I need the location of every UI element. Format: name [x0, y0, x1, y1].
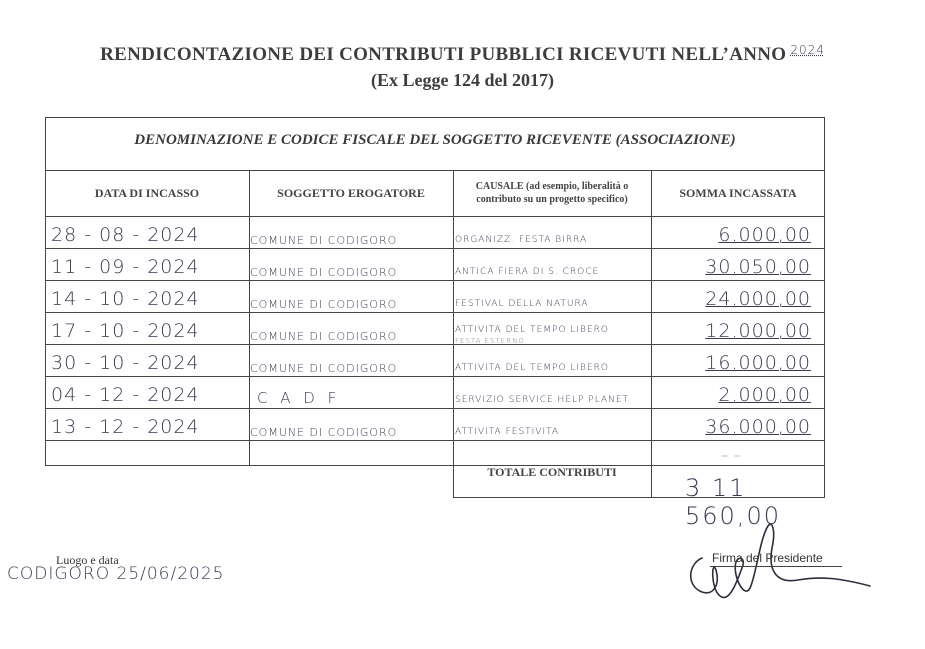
total-label: TOTALE CONTRIBUTI: [487, 465, 617, 479]
table-row-source: COMUNE DI CODIGORO: [250, 298, 398, 311]
signature-line: [710, 566, 842, 567]
contributions-table: [45, 117, 825, 530]
table-row-amount: 2.000,00: [718, 384, 811, 406]
empty-row-mark: = =: [721, 452, 742, 462]
table-row-source: C A D F: [257, 389, 341, 407]
table-row-cause: ATTIVITÀ DEL TEMPO LIBERO: [455, 325, 609, 335]
table-row-source: COMUNE DI CODIGORO: [250, 362, 398, 375]
table-row-cause: ORGANIZZ. FESTA BIRRA: [455, 235, 588, 245]
document-subtitle: (Ex Legge 124 del 2017): [371, 70, 554, 90]
table-row-cause: ATTIVITÀ DEL TEMPO LIBERO: [455, 363, 609, 373]
table-row-cause-note: FESTA ESTERNO: [455, 337, 525, 345]
table-row-amount: 30.050,00: [705, 256, 811, 278]
table-row-date: 14 - 10 - 2024: [51, 288, 200, 310]
table-row-date: 17 - 10 - 2024: [51, 320, 200, 342]
document-title: RENDICONTAZIONE DEI CONTRIBUTI PUBBLICI RICEVUTI NELL’ANNO $^{2024}$: [100, 43, 825, 65]
table-row-cause: ATTIVITÀ FESTIVITÀ: [455, 427, 560, 437]
table-row-amount: 6.000,00: [718, 224, 811, 246]
table-row-amount: 36.000,00: [705, 416, 811, 438]
year-value: 2024: [790, 43, 825, 57]
table-row-date: 30 - 10 - 2024: [51, 352, 200, 374]
table-row-source: COMUNE DI CODIGORO: [250, 234, 398, 247]
table-row-date: 04 - 12 - 2024: [51, 384, 200, 406]
column-header-date: DATA DI INCASSO: [94, 185, 200, 200]
table-row-amount: 16.000,00: [705, 352, 811, 374]
table-row-cause: FESTIVAL DELLA NATURA: [455, 299, 589, 309]
signature-label: Firma del Presidente: [712, 551, 823, 565]
total-value: 3 11 560,00: [685, 474, 781, 530]
table-row-amount: 24.000,00: [705, 288, 811, 310]
table-row-cause: ANTICA FIERA DI S. CROCE: [455, 267, 600, 277]
column-header-cause: CAUSALE (ad esempio, liberalità o contributo su un progetto specifico): [475, 181, 629, 205]
place-date-value: CODIGORO 25/06/2025: [7, 564, 225, 584]
column-header-amount: SOMMA INCASSATA: [679, 185, 797, 200]
denomination-header: DENOMINAZIONE E CODICE FISCALE DEL SOGGETTO RICEVENTE (ASSOCIAZIONE): [134, 132, 736, 148]
table-row-source: COMUNE DI CODIGORO: [250, 266, 398, 279]
table-row-cause: SERVIZIO SERVICE HELP PLANET: [455, 395, 630, 405]
table-row-date: 28 - 08 - 2024: [51, 224, 200, 246]
column-header-source: SOGGETTO EROGATORE: [277, 185, 425, 200]
table-row-date: 11 - 09 - 2024: [51, 256, 200, 278]
table-row-source: COMUNE DI CODIGORO: [250, 426, 398, 439]
place-date-label: Luogo e data: [56, 553, 119, 567]
table-row-date: 13 - 12 - 2024: [51, 416, 200, 438]
table-row-amount: 12.000,00: [705, 320, 811, 342]
table-row-source: COMUNE DI CODIGORO: [250, 330, 398, 343]
